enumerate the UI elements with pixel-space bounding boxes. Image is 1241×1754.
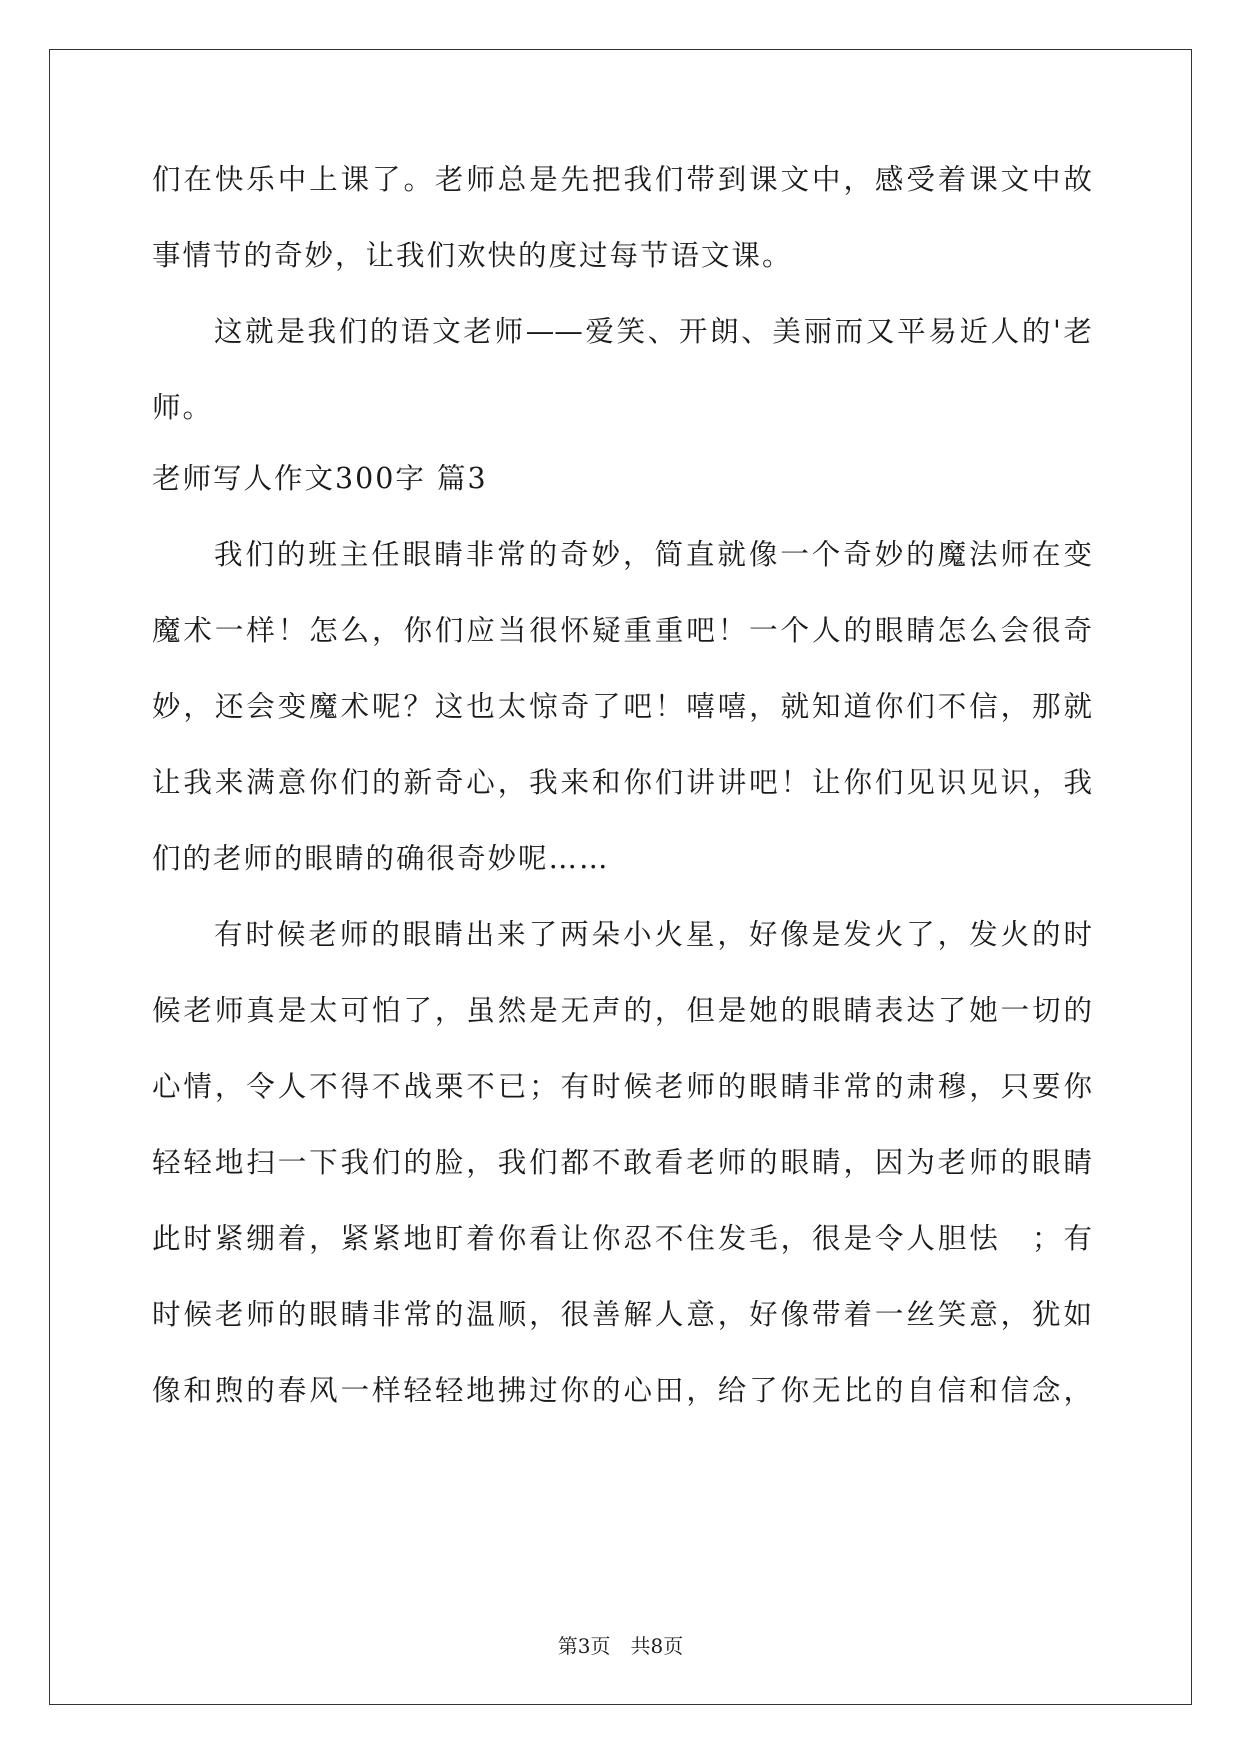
text-line-8: 妙，还会变魔术呢？这也太惊奇了吧！嘻嘻，就知道你们不信，那就 (152, 690, 1092, 723)
text-line-12: 候老师真是太可怕了，虽然是无声的，但是她的眼睛表达了她一切的 (152, 994, 1092, 1027)
text-line-17: 像和煦的春风一样轻轻地拂过你的心田，给了你无比的自信和信念， (152, 1374, 1092, 1407)
text-line-10: 们的老师的眼睛的确很奇妙呢…… (152, 842, 610, 875)
text-line-7: 魔术一样！怎么，你们应当很怀疑重重吧！一个人的眼睛怎么会很奇 (152, 614, 1092, 647)
text-line-16: 时候老师的眼睛非常的温顺，很善解人意，好像带着一丝笑意，犹如 (152, 1298, 1092, 1331)
section-heading: 老师写人作文300字 篇3 (152, 462, 488, 495)
text-line-13: 心情，令人不得不战栗不已；有时候老师的眼睛非常的肃穆，只要你 (152, 1070, 1092, 1103)
text-line-4: 师。 (152, 391, 214, 424)
text-line-15: 此时紧绷着，紧紧地盯着你看让你忍不住发毛，很是令人胆怯 ；有 (152, 1222, 1092, 1255)
text-line-9: 让我来满意你们的新奇心，我来和你们讲讲吧！让你们见识见识，我 (152, 766, 1092, 799)
text-line-3: 这就是我们的语文老师——爱笑、开朗、美丽而又平易近人的'老 (214, 315, 1092, 348)
text-line-1: 们在快乐中上课了。老师总是先把我们带到课文中，感受着课文中故 (152, 163, 1092, 196)
text-line-2: 事情节的奇妙，让我们欢快的度过每节语文课。 (152, 239, 793, 272)
text-line-11: 有时候老师的眼睛出来了两朵小火星，好像是发火了，发火的时 (214, 918, 1092, 951)
text-line-14: 轻轻地扫一下我们的脸，我们都不敢看老师的眼睛，因为老师的眼睛 (152, 1146, 1092, 1179)
page-number-footer: 第3页 共8页 (557, 1634, 684, 1658)
text-line-6: 我们的班主任眼睛非常的奇妙，简直就像一个奇妙的魔法师在变 (214, 538, 1092, 571)
